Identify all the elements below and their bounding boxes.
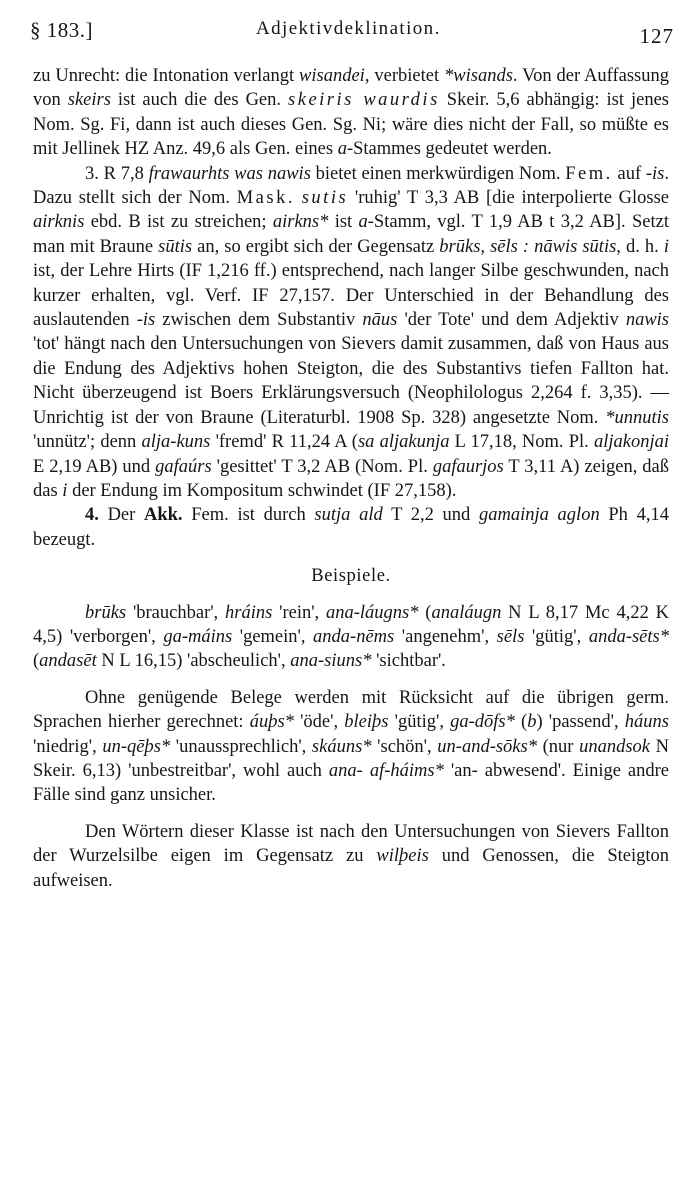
gothic-word: skeiris waurdis <box>288 90 440 111</box>
text-run: E 2,19 AB) und <box>33 456 156 477</box>
gothic-word: ga-máins <box>163 626 233 647</box>
gothic-word: anda-sēts* <box>588 626 669 647</box>
spacer <box>33 674 669 686</box>
bold-text: Akk. <box>143 505 183 526</box>
page-number: 127 <box>639 24 674 48</box>
spaced-text: Fem. <box>565 163 613 184</box>
gothic-word: i <box>62 480 68 501</box>
gothic-word: gamainja aglon <box>478 505 600 526</box>
bold-text: 4. <box>85 505 108 526</box>
gothic-word: unandsok <box>579 736 650 757</box>
text-run: , d. h. <box>616 236 664 257</box>
text-run: -Stamm, vgl. T 1,9 AB t 3,2 AB]. Setzt man mit Braune <box>33 212 669 257</box>
gothic-word: airknis <box>33 212 85 233</box>
text-run: 'unaussprechlich', <box>170 736 312 757</box>
text-run: 'fremd' R 11,24 A ( <box>210 432 358 453</box>
text-run: Den Wörtern dieser Klasse ist nach den Untersuchungen von Sievers Fallton der Wurzelsilbe eigen im Gegensatz zu <box>33 821 669 867</box>
gothic-word: nāus <box>362 310 398 331</box>
gothic-word: sutja ald <box>314 505 383 526</box>
gothic-word: skeirs <box>67 90 111 111</box>
spacer <box>33 808 669 820</box>
text-run: 'rein', <box>272 602 326 623</box>
gothic-word: ana-láugns* <box>325 602 419 623</box>
text-run: 'niedrig', <box>33 736 103 757</box>
text-run: L 17,18, Nom. Pl. <box>449 432 594 453</box>
page-body <box>33 64 669 893</box>
text-run: zwischen dem Substantiv <box>155 310 363 331</box>
gothic-word: nawis <box>625 310 670 331</box>
text-run: 'brauchbar', <box>126 602 225 623</box>
gothic-word: un-and-sōks* <box>437 736 537 757</box>
text-run: ist <box>328 212 359 233</box>
text-run: 'öde', <box>293 712 345 733</box>
gothic-word: analáugn <box>431 602 502 623</box>
paragraph-uncertain <box>33 686 669 808</box>
gothic-word: gafaurjos <box>432 456 504 477</box>
text-run: 'gemein', <box>232 626 314 647</box>
gothic-word: hráins <box>225 602 273 623</box>
gothic-word: a <box>337 139 347 160</box>
gothic-word: -is <box>645 163 665 184</box>
text-run: 'gütig', <box>524 626 589 647</box>
gothic-word: anda-nēms <box>313 626 395 647</box>
text-run: 'gütig', <box>388 712 451 733</box>
text-run: der Endung im Kompositum schwindet (IF 27,158). <box>67 480 457 501</box>
paragraph-conclusion <box>33 820 669 893</box>
text-run: 'der Tote' und dem Adjektiv <box>397 310 626 331</box>
section-number: § 183.] <box>30 18 93 42</box>
text-run: Ohne genügende Belege werden mit Rücksicht auf die übrigen germ. Sprachen hierher gerechnet: <box>33 687 669 733</box>
text-run: ) 'passend', <box>536 712 625 733</box>
gothic-word: b <box>527 712 537 733</box>
spacer <box>33 552 669 564</box>
gothic-word: wisandei <box>299 66 365 86</box>
gothic-word: andasēt <box>39 651 97 672</box>
gothic-word: un-qēþs* <box>102 736 171 757</box>
gothic-word: *wisands <box>444 66 513 86</box>
gothic-word: frawaurhts was nawis <box>148 163 311 184</box>
text-run: N L 16,15) 'abscheulich', <box>96 651 291 672</box>
text-run <box>295 188 302 208</box>
paragraph-3 <box>33 162 669 504</box>
paragraph-examples <box>33 601 669 674</box>
gothic-word: ga-dōfs* <box>450 712 515 733</box>
text-run: N Skeir. 6,13) 'unbestreitbar', wohl auch <box>33 736 669 781</box>
paragraph-4 <box>33 503 669 552</box>
text-run: T 2,2 und <box>382 505 479 526</box>
text-run: ( <box>418 602 432 623</box>
gothic-word: gafaúrs <box>155 456 212 477</box>
paragraph-continuation <box>33 64 669 162</box>
text-run: 'ruhig' T 3,3 AB [die interpolierte Glosse <box>348 188 669 209</box>
text-run: 'gesittet' T 3,2 AB (Nom. Pl. <box>211 456 433 477</box>
text-run: ist, der Lehre Hirts (IF 1,216 ff.) entsprechend, nach langer Silbe geschwunden, nach kurzer erhalten, vgl. Verf. IF 27,157. Der Unterschied in der Behandlung des auslautenden <box>33 261 669 331</box>
text-run: Fem. ist durch <box>182 505 315 526</box>
text-run: Der <box>107 505 144 526</box>
gothic-word: a <box>358 212 368 233</box>
text-run: Skeir. 5,6 abhängig: ist jenes Nom. Sg. Fi, dann ist auch dieses Gen. Sg. Ni; wäre dies nicht der Fall, so müßte es mit Jellinek HZ Anz. 49,6 als Gen. eines <box>33 90 669 160</box>
text-run: T 3,11 A) zeigen, daß das <box>33 456 670 501</box>
spaced-text: Mask. <box>236 188 295 209</box>
text-run: an, so ergibt sich der Gegensatz <box>192 236 440 257</box>
running-header <box>30 18 674 52</box>
text-run: . Von der Auffassung von <box>33 66 669 111</box>
gothic-word: sutis <box>301 188 349 209</box>
gothic-word: i <box>663 236 669 257</box>
gothic-word: háuns <box>624 712 669 733</box>
text-run: (nur <box>536 736 580 757</box>
text-run: auf <box>612 163 646 184</box>
text-run: 'schön', <box>371 736 438 757</box>
gothic-word: brūks <box>85 602 127 623</box>
gothic-word: aljakonjai <box>593 432 669 453</box>
text-run: ( <box>514 712 528 733</box>
text-run: 'angenehm', <box>394 626 497 647</box>
text-run: ist auch die des Gen. <box>110 90 289 111</box>
text-run: 3. R 7,8 <box>85 163 149 184</box>
gothic-word: skáuns* <box>311 736 372 757</box>
gothic-word: sa aljakunja <box>357 432 450 453</box>
gothic-word: ana- af-háims* <box>328 760 444 781</box>
running-title: Adjektivdeklination. <box>256 18 441 39</box>
text-run: , verbietet <box>364 66 445 86</box>
text-run: 'tot' hängt nach den Untersuchungen von Sievers damit zusammen, daß von Haus aus die Endung des Adjektivs hohen Steigton, die des Substantivs tiefen Fallton hat. Nicht überzeugend ist Boers Erklärungsversuch (Neophilologus 2,264 f. 3,35). — Unrichtig ist der von Braune (Literaturbl. 1908 Sp. 328) angesetzte Nom. <box>33 334 669 428</box>
gothic-word: sēls <box>496 626 525 647</box>
spacer <box>33 589 669 601</box>
gothic-word: áuþs* <box>249 712 294 733</box>
text-run: bietet einen merkwürdigen Nom. <box>310 163 566 184</box>
text-run: zu Unrecht: die Intonation verlangt <box>33 66 300 86</box>
text-run: Ph 4,14 bezeugt. <box>33 505 669 550</box>
section-heading-beispiele: Beispiele. <box>311 566 391 587</box>
text-run: und Genossen, die Steigton aufweisen. <box>33 846 669 891</box>
text-run: . Dazu stellt sich der Nom. <box>33 163 669 209</box>
text-run: 'sichtbar'. <box>371 651 446 672</box>
gothic-word: brūks, sēls : nāwis sūtis <box>439 236 617 257</box>
gothic-word: sūtis <box>158 236 193 257</box>
text-run: ( <box>33 651 40 672</box>
gothic-word: ana-siuns* <box>290 651 372 672</box>
gothic-word: wilþeis <box>376 846 429 867</box>
gothic-word: alja-kuns <box>141 432 211 453</box>
text-run: 'unnütz'; denn <box>33 432 142 453</box>
text-run: 'an- abwesend'. Einige andre Fälle sind ganz unsicher. <box>33 760 670 806</box>
gothic-word: *unnutis <box>605 407 669 428</box>
text-run: ebd. B ist zu streichen; <box>84 212 273 233</box>
text-run: -Stammes gedeutet werden. <box>346 139 552 160</box>
gothic-word: -is <box>136 310 156 331</box>
text-run: N L 8,17 Mc 4,22 K 4,5) 'verborgen', <box>33 602 669 647</box>
gothic-word: airkns* <box>272 212 329 233</box>
gothic-word: bleiþs <box>344 712 389 733</box>
